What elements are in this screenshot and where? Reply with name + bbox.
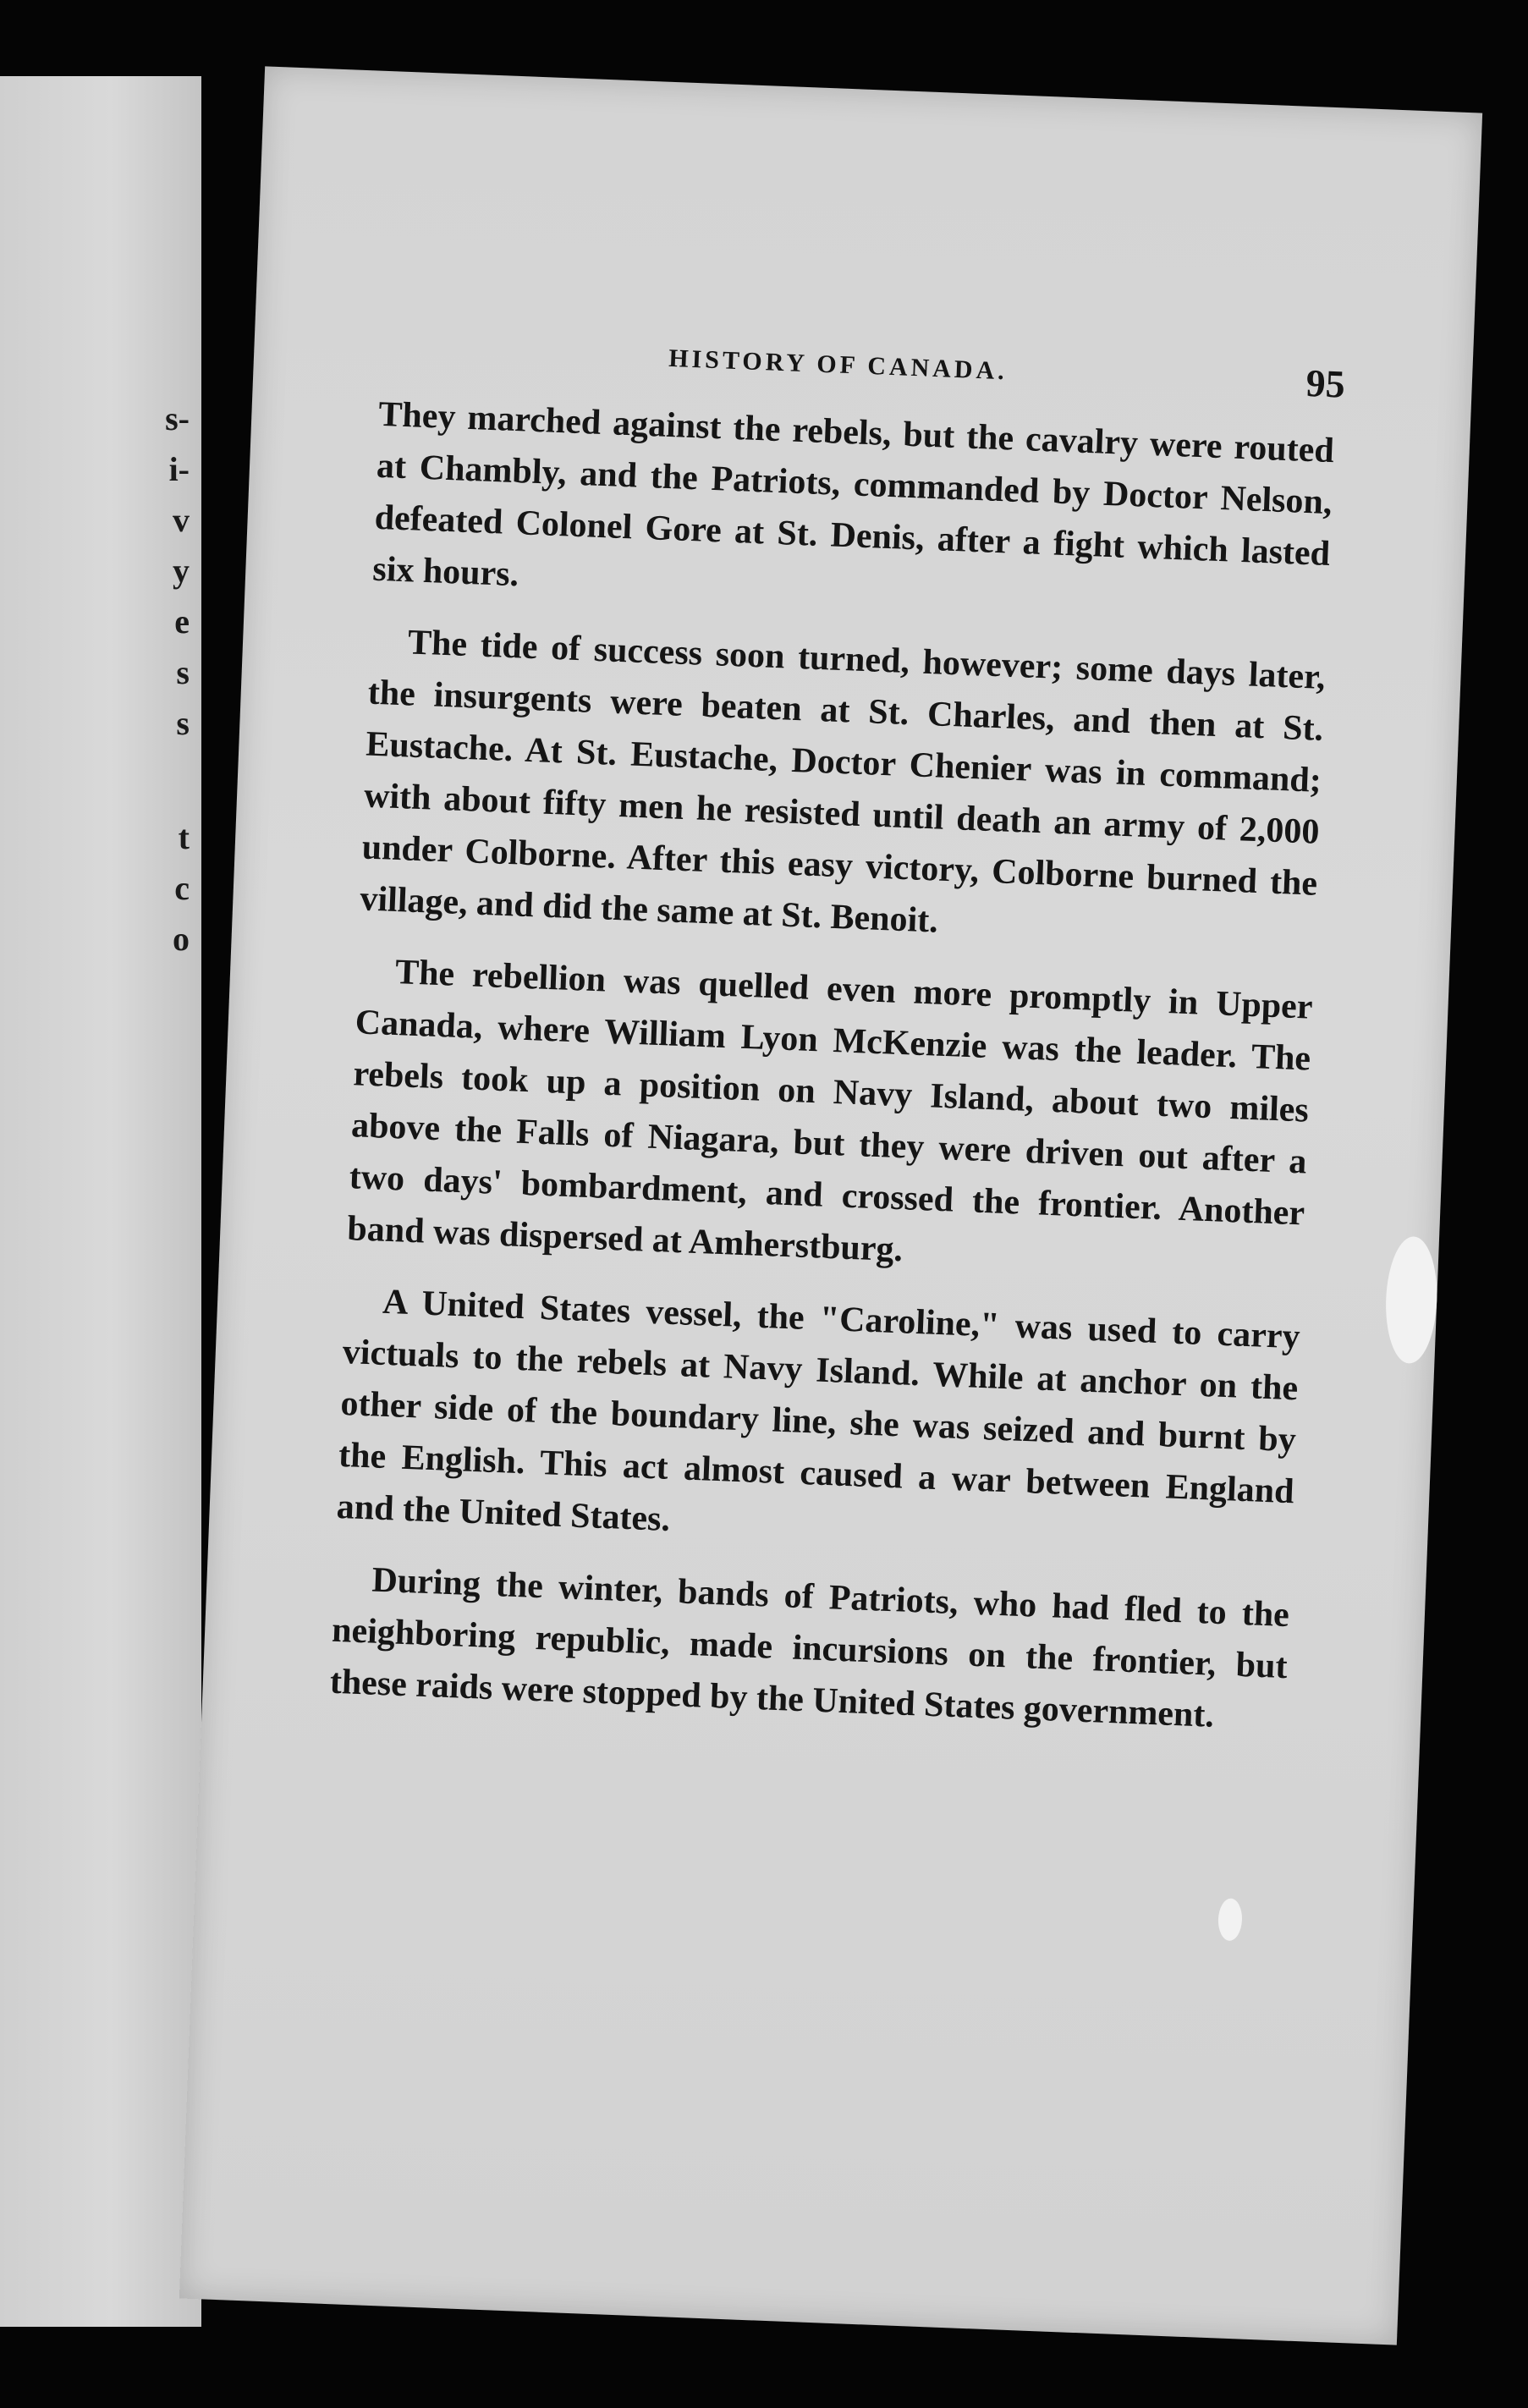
paper-blemish xyxy=(1383,1235,1439,1364)
adjacent-page-fragment: i- xyxy=(168,450,190,488)
adjacent-page-edge xyxy=(0,76,201,2327)
paragraph: During the winter, bands of Patriots, who had fled to the neighboring republic, made incursions on the frontier, but these raids were stopped by the United States government. xyxy=(329,1560,1290,1735)
adjacent-page-fragment: v xyxy=(173,501,190,539)
adjacent-page-fragment: s- xyxy=(165,399,190,437)
book-page xyxy=(179,66,1482,2345)
paragraph: A United States vessel, the "Caroline," was used to carry victuals to the rebels at Navy Island. While at anchor on the other side of the boundary line, she was seized and burnt by the English. This act almost caused a war between England and the United States. xyxy=(336,1282,1301,1539)
paragraph: The tide of success soon turned, however; some days later, the insurgents were beaten at St. Charles, and then at St. Eustache. At St. Eustache, Doctor Chenier was in command; with about fifty men he resisted until death an army of 2,000 under Colborne. After this easy victory, Colborne burned the village, and did the same at St. Benoit. xyxy=(359,623,1327,941)
adjacent-page-fragment: y xyxy=(173,552,190,590)
adjacent-page-fragment: s xyxy=(176,653,190,691)
adjacent-page-fragment: c xyxy=(174,869,190,907)
paper-blemish xyxy=(1217,1898,1243,1941)
running-title: HISTORY OF CANADA. xyxy=(668,344,1009,386)
page-text-block xyxy=(328,325,1346,1765)
adjacent-page-fragment: s xyxy=(176,704,190,742)
page-number: 95 xyxy=(1305,360,1346,406)
adjacent-page-fragment: o xyxy=(173,920,190,958)
adjacent-page-fragment: e xyxy=(174,602,190,640)
paragraph: The rebellion was quelled even more promptly in Upper Canada, where William Lyon McKenzie was the leader. The rebels took up a position on Navy Island, about two miles above the Falls of Niagara, but they were driven out after a two days' bombardment, and crossed the frontier. Another band was dispersed at Amherstburg. xyxy=(346,953,1314,1270)
paragraph: They marched against the rebels, but the cavalry were routed at Chambly, and the Patriots, commanded by Doctor Nelson, defeated Colonel Gore at St. Denis, after a fight which lasted six hours. xyxy=(371,394,1335,595)
adjacent-page-fragment: t xyxy=(178,818,190,856)
